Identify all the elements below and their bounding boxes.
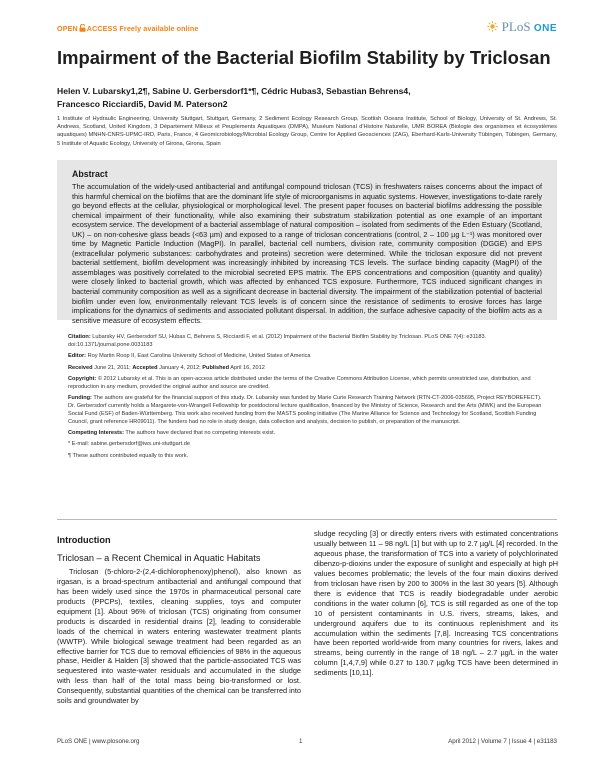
body-column-right	[314, 529, 558, 678]
section-divider	[57, 519, 557, 520]
email-line[interactable]: * E-mail: sabine.gerbersdorf@iws.uni-stuttgart.de	[68, 441, 190, 448]
affiliations: 1 Institute of Hydraulic Engineering, University Stuttgart, Stuttgart, Germany, 2 Sediment Ecology Research Group, Scottish Oceans Institute, School of Biology, University of St. Andrews, St. Andrews, Scotland, United Kingdom, 3 Département Milieux et Peuplements Aquatiques (DMPA), Muséum National d'Histoire Naturelle, UMR BOREA (Biologie des organismes et écosystèmes aquatiques) MNHN-CNRS-UPMC-IRD, Paris, France, 4 Geomicrobiology/Microbial Ecology Group, Centre for Applied Geosciences (ZAG), Eberhard-Karls-University Tübingen, Tübingen, Germany, 5 Institute of Aquatic Ecology, University of Girona, Girona, Spain	[57, 116, 557, 147]
editor-label: Editor:	[68, 353, 87, 360]
abstract-text: The accumulation of the widely-used antibacterial and antifungal compound triclosan (TCS) in freshwaters raises concerns about the impact of this harmful chemical on the biofilms that are the dominant life style of microorganisms in aquatic systems. However, investigations to-date rarely go beyond effects at the cellular, physiological or morphological level. The present paper focuses on bacterial biofilms addressing the possible chemical impairment of their functionality, while also examining their substratum stabilization potential as one example of an important ecosystem service. The development of a bacterial assemblage of natural composition – isolated from sediments of the Eden Estuary (Scotland, UK) – on non-cohesive glass beads (<63 µm) and exposed to a range of triclosan concentrations (control, 2 – 100 µg L⁻¹) was monitored over time by Magnetic Particle Induction (MagPI). In parallel, bacterial cell numbers, division rate, community composition (DGGE) and EPS (extracellular polymeric substances: carbohydrates and proteins) secretion were determined. While the triclosan exposure did not prevent bacterial settlement, biofilm development was increasingly inhibited by increasing TCS levels. The surface binding capacity (MagPI) of the assemblages was positively correlated to the microbial secreted EPS matrix. The EPS concentrations and composition (quantity and quality) were closely linked to bacterial growth, which was affected by enhanced TCS exposure. Furthermore, TCS induced significant changes in bacterial community composition as well as a significant decrease in bacterial diversity. The impairment of the stabilization potential of bacterial biofilm under even low, environmentally relevant TCS levels is of concern since the resistance of sediments to erosive forces has large implications for the dynamics of sediments and associated pollutant dispersal. In addition, the surface adhesive capacity of the biofilm acts as a sensitive measure of ecosystem effects.	[72, 182, 542, 325]
journal-header	[57, 19, 557, 36]
article-title: Impairment of the Bacterial Biofilm Stability by Triclosan	[57, 47, 551, 68]
author-list	[57, 85, 557, 111]
plos-logo-sub: ONE	[533, 23, 557, 34]
author-line-1: Helen V. Lubarsky1,2¶, Sabine U. Gerbersdorf1*¶, Cédric Hubas3, Sebastian Behrens4,	[57, 86, 411, 96]
copyright-label: Copyright:	[68, 375, 97, 382]
body-column-left	[57, 527, 301, 706]
body-paragraph-left: Triclosan (5-chloro-2-(2,4-dichlorophenoxy)phenol), also known as irgasan, is a broad-spectrum antibacterial and antifungal compound that has been widely used since the 1970s in pharmaceutical personal care products (PPCPs), textiles, cleaning supplies, toys and computer equipment [1]. About 96% of triclosan (TCS) originating from consumer products is discarded in residential drains [2], leading to considerable loads of the chemical in waters entering wastewater treatment plants (WWTP). While biological sewage treatment had been regarded as an effective barrier for TCS due to removal efficiencies of 98% in the aqueous phase, Heidler & Halden [3] showed that the particle-associated TCS was sequestered into waste-water residuals and accumulated in the sludge with less than half of the total mass being bio-transformed or lost. Consequently, substantial quantities of the chemical can be transferred into soils and groundwater by	[57, 566, 301, 706]
body-paragraph-right: sludge recycling [3] or directly enters rivers with estimated concentrations usually between 11 – 98 ng/L [1] but with up to 2.7 µg/L [4] recorded. In the aqueous phase, the transformation of TCS into a variety of polychlorinated dibenzo-p-dioxins under the exposure of sunlight and especially at high pH values becomes problematic; the levels of the four main dioxins derived from triclosan have risen by 200 to 300% in the last 30 years [5]. Although there is evidence that TCS is readily biodegradable under aerobic conditions in the water column [6], TCS is still regarded as one of the top 10 of persistent contaminants in U.S. rivers, streams, lakes, and underground aquifers due to its continuous replenishment and its accumulation within the sediments [7,8]. Increasing TCS concentrations have been reported world-wide from many countries for rivers, lakes and streams, being currently in the range of 18 ng/L – 2.7 µg/L in the water column [1,4,7,9] while 0.27 to 130.7 µg/kg TCS have been determined in sediments [10,11].	[314, 529, 558, 678]
editor-block	[68, 353, 548, 361]
published-date: April 16, 2012	[230, 364, 265, 371]
published-label: Published	[202, 364, 230, 371]
accepted-date: January 4, 2012;	[159, 364, 201, 371]
accepted-label: Accepted	[132, 364, 158, 371]
copyright-block	[68, 376, 548, 392]
article-metadata	[68, 334, 548, 464]
open-access-label-post: ACCESS Freely available online	[86, 24, 199, 33]
editor-text: Roy Martin Roop II, East Carolina University School of Medicine, United States of America	[87, 353, 311, 360]
competing-text: The authors have declared that no competing interests exist.	[125, 430, 276, 437]
introduction-heading: Introduction	[57, 535, 111, 545]
abstract-heading: Abstract	[72, 169, 108, 179]
received-date: June 21, 2011;	[94, 364, 131, 371]
citation-block	[68, 334, 548, 350]
footer-issue-info: April 2012 | Volume 7 | Issue 4 | e31183	[448, 738, 557, 745]
open-access-label-pre: OPEN	[57, 24, 78, 33]
equal-contribution-note: ¶ These authors contributed equally to this work.	[68, 452, 189, 459]
abstract-box	[57, 160, 557, 325]
citation-text: Lubarsky HV, Gerbersdorf SU, Hubas C, Behrens S, Ricciardi F, et al. (2012) Impairment of the Bacterial Biofilm Stability by Triclosan. PLoS ONE 7(4): e31183. doi:10.1371/journal.pone.0031183	[68, 334, 487, 348]
competing-interests-block	[68, 430, 548, 438]
plos-logo-main: PLoS	[501, 19, 531, 34]
citation-label: Citation:	[68, 334, 91, 340]
funding-block	[68, 395, 548, 427]
copyright-text: © 2012 Lubarsky et al. This is an open-access article distributed under the terms of the Creative Commons Attribution License, which permits unrestricted use, distribution, and reproduction in any medium, provided the original author and source are credited.	[68, 375, 531, 390]
competing-label: Competing Interests:	[68, 430, 124, 437]
open-access-banner	[57, 24, 198, 33]
funding-text: The authors are grateful for the financial support of this study. Dr. Lubarsky was funded by Marie Curie Research Training Network (RTN-CT-2006-035695, Project REYBOREFECT). Dr. Gerbersdorf currently holds a Margarete-von-Wrangell Fellowship for postdoctoral lecture qualification, financed by the Ministry of Science, Research and the Arts (MWK) and the European Social Fund (ESF) of Baden-Württemberg. This work also received funding from the MASTS pooling initiative (The Marine Alliance for Science and Technology for Scotland, Scottish Funding Council, grant reference HR09011). The funders had no role in study design, data collection and analysis, decision to publish, or preparation of the manuscript.	[68, 395, 542, 425]
open-lock-icon	[79, 24, 86, 32]
plos-sun-icon	[487, 21, 498, 32]
subsection-heading: Triclosan – a Recent Chemical in Aquatic Habitats	[57, 552, 261, 563]
funding-label: Funding:	[68, 395, 92, 401]
dates-block	[68, 365, 548, 373]
footer-page-number: 1	[299, 738, 303, 745]
author-line-2: Francesco Ricciardi5, David M. Paterson2	[57, 98, 228, 109]
footer-journal-site[interactable]: PLoS ONE | www.plosone.org	[57, 738, 140, 745]
received-label: Received	[68, 364, 93, 371]
plos-one-logo	[487, 19, 557, 35]
